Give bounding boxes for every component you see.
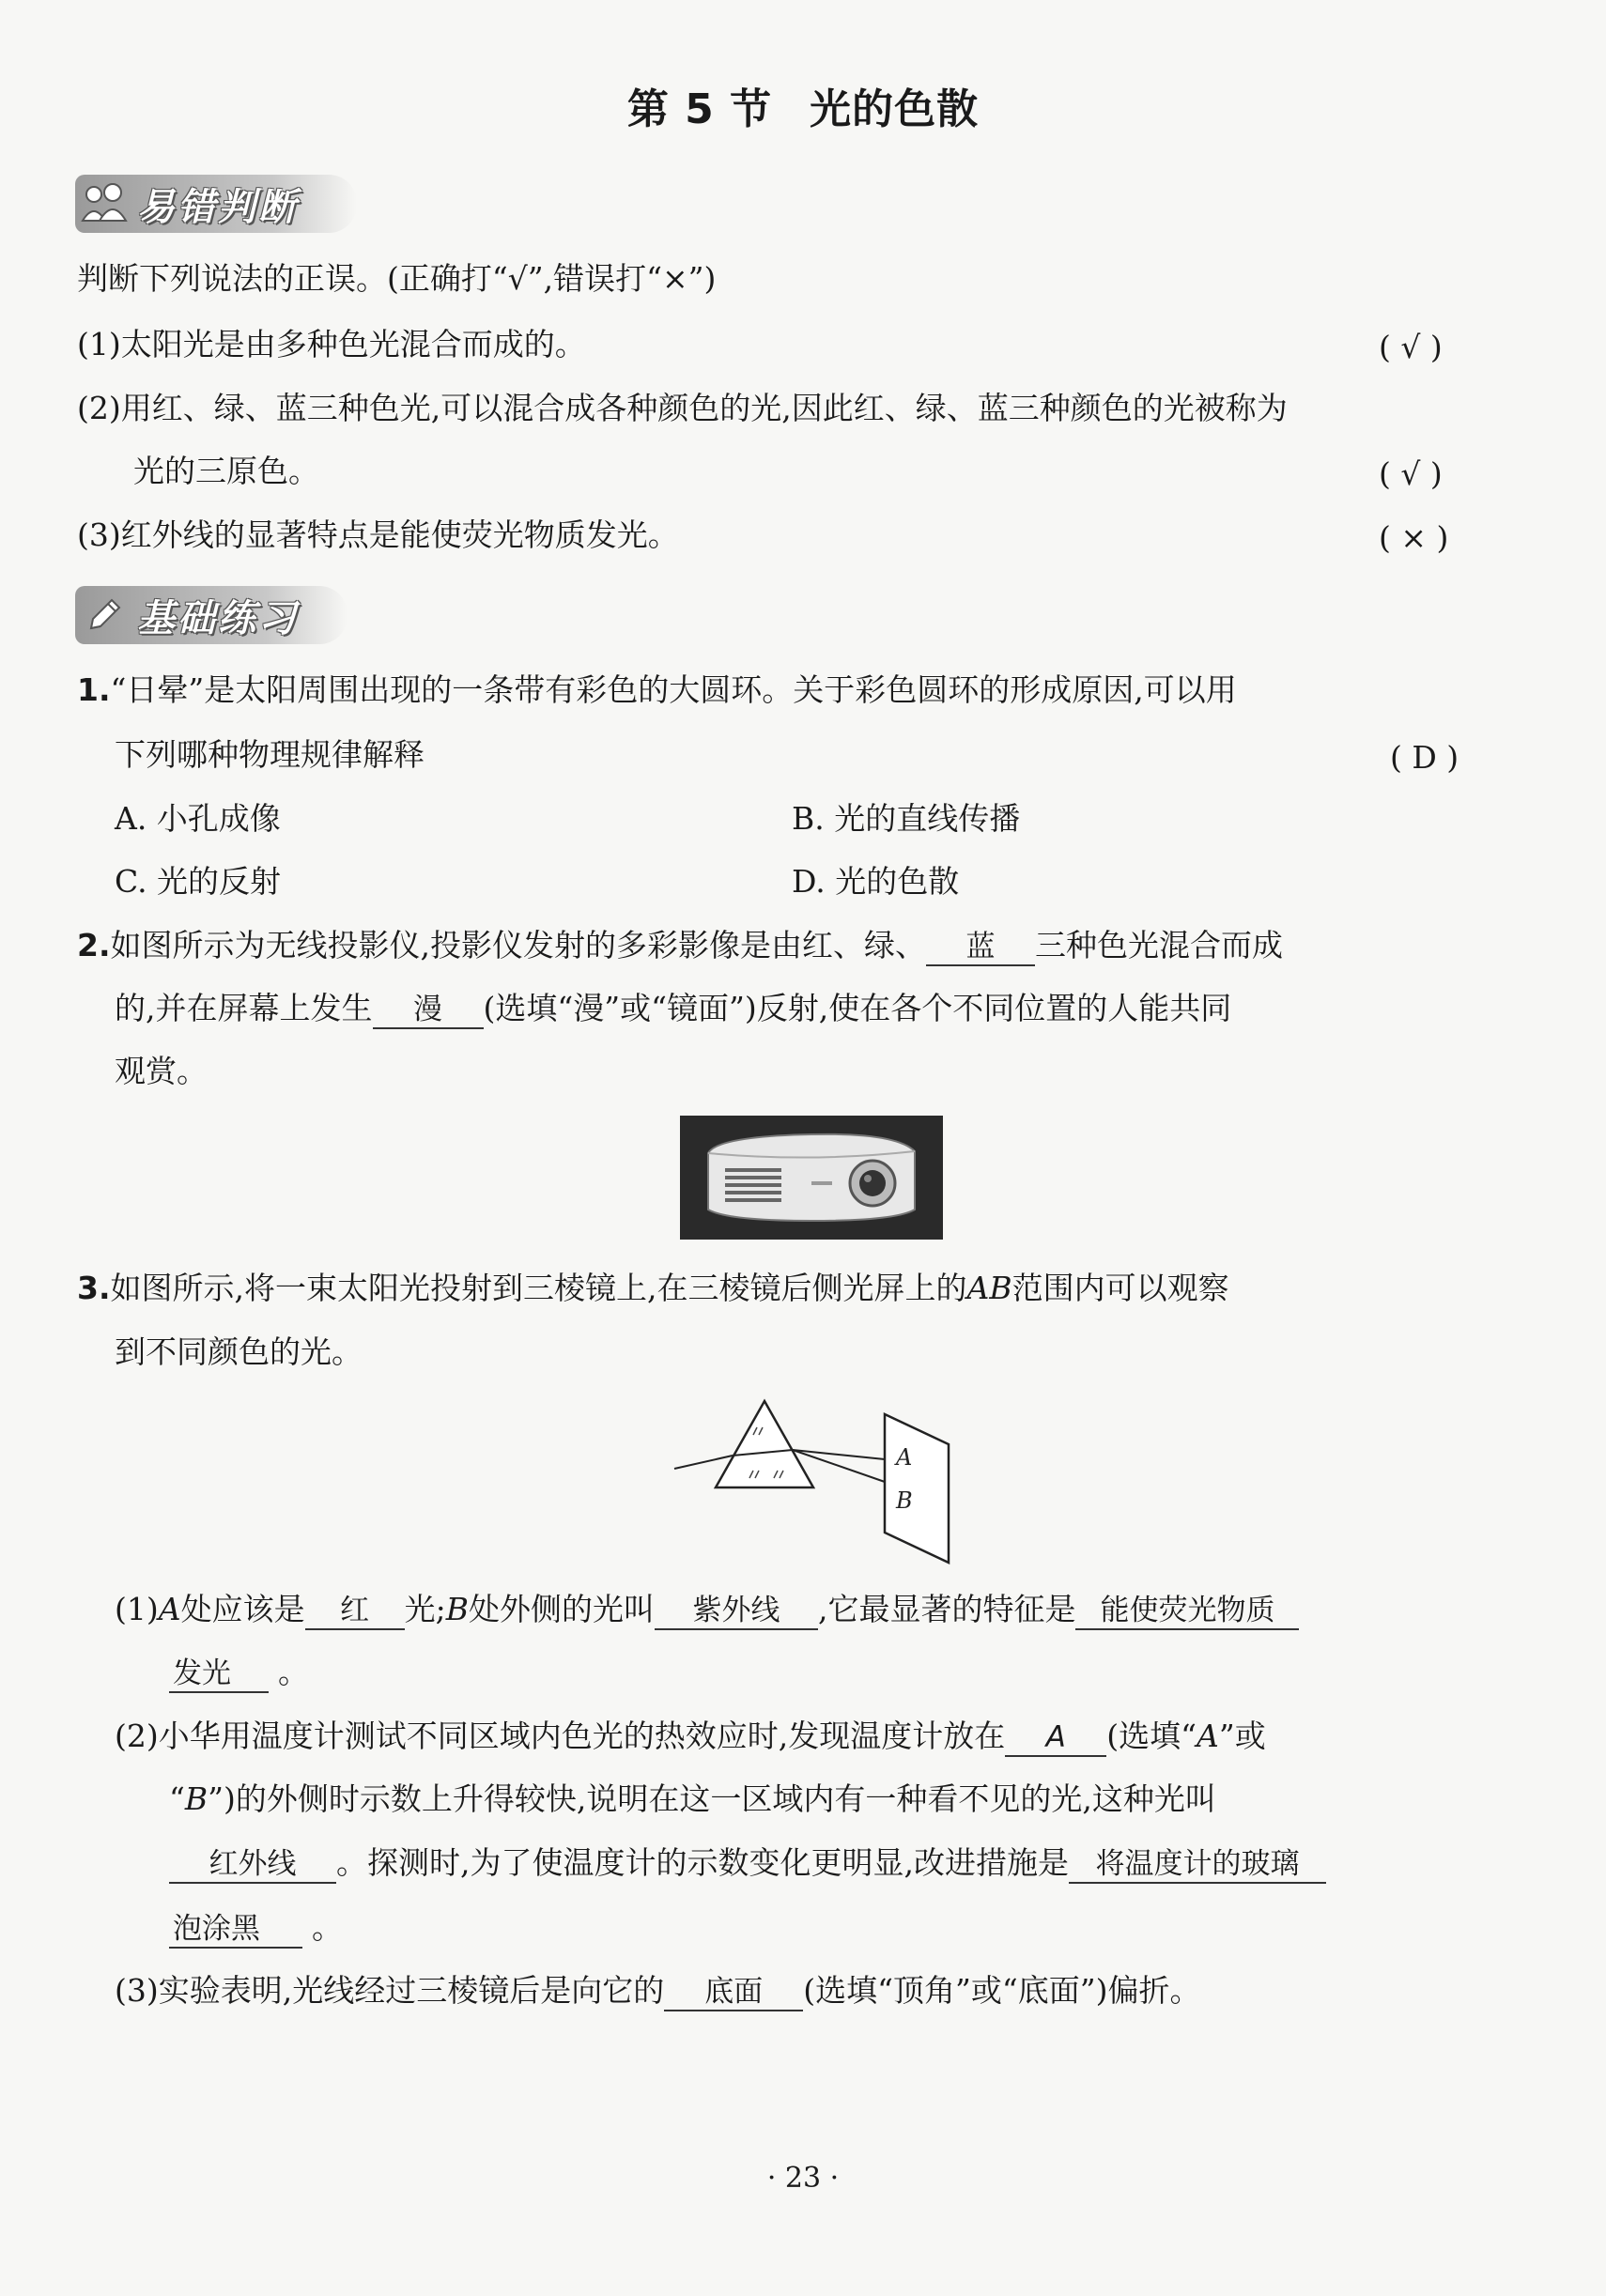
question-text: 光; (404, 1591, 446, 1627)
question-text: (3)实验表明,光线经过三棱镜后是向它的 (115, 1972, 665, 2009)
question-1-answer-mark: ( D ) (1390, 739, 1459, 776)
prism-diagram (667, 1397, 958, 1566)
question-number: 1. (77, 671, 111, 708)
question-text: (选填“ (1106, 1718, 1197, 1754)
question-3-part-3 (115, 1972, 1201, 2011)
option-a: A. 小孔成像 (115, 800, 281, 837)
page-number: · 23 · (766, 2162, 840, 2195)
label-a: A (896, 1444, 913, 1471)
question-number: 3. (77, 1270, 111, 1306)
banner-label: 易错判断 (137, 185, 299, 229)
question-3-part-2-line-1 (115, 1720, 1266, 1757)
question-text: “日晕”是太阳周围出现的一条带有彩色的大圆环。关于彩色圆环的形成原因,可以用 (110, 671, 1237, 708)
answer-blank: 红外线 (169, 1848, 336, 1884)
question-text: 如图所示,将一束太阳光投射到三棱镜上,在三棱镜后侧光屏上的 (110, 1270, 967, 1306)
answer-blank: 紫外线 (655, 1595, 818, 1630)
judgement-mark-3: ( × ) (1379, 519, 1449, 556)
question-text: 范围内可以观察 (1011, 1270, 1229, 1306)
question-2-line-3: 观赏。 (115, 1053, 208, 1089)
label-b: B (896, 1487, 913, 1514)
section-banner-basic-practice (75, 586, 347, 644)
question-3-part-2-line-3 (169, 1844, 1326, 1884)
question-text: ,它最显著的特征是 (817, 1591, 1076, 1627)
judgement-item-3: (3)红外线的显著特点是能使荧光物质发光。 (77, 516, 679, 553)
range-label: AB (966, 1270, 1012, 1306)
question-text: 如图所示为无线投影仪,投影仪发射的多彩影像是由红、绿、 (110, 927, 926, 963)
section-banner-error-judgement (75, 175, 357, 233)
answer-blank: 泡涂黑 (169, 1913, 302, 1949)
section-name: 光的色散 (810, 85, 980, 133)
question-text: ”或 (1218, 1718, 1266, 1754)
judgement-mark-1: ( √ ) (1379, 329, 1443, 365)
judgement-item-2-cont: 光的三原色。 (133, 453, 319, 489)
answer-blank: 能使荧光物质 (1075, 1595, 1299, 1630)
question-text: 。 (312, 1909, 343, 1946)
point-label: A (1196, 1718, 1219, 1754)
question-text: 处应该是 (180, 1591, 305, 1627)
point-label: B (445, 1591, 469, 1627)
question-number: 2. (77, 927, 111, 963)
question-text: ”)的外侧时示数上升得较快,说明在这一区域内有一种看不见的光,这种光叫 (208, 1780, 1216, 1817)
judgement-item-2: (2)用红、绿、蓝三种色光,可以混合成各种颜色的光,因此红、绿、蓝三种颜色的光被称为 (77, 390, 1288, 426)
pencil-icon (79, 590, 130, 640)
answer-blank: 红 (305, 1595, 405, 1630)
question-3-part-1-line-2 (169, 1654, 309, 1693)
question-3-line-1 (77, 1270, 1229, 1306)
point-label: A (158, 1591, 181, 1627)
question-3-part-2-line-2 (169, 1780, 1216, 1817)
section-number: 第 5 节 (626, 85, 773, 133)
question-text: “ (169, 1780, 185, 1817)
question-2-line-2 (115, 990, 1232, 1029)
judgement-mark-2: ( √ ) (1379, 455, 1443, 492)
question-text: (选填“顶角”或“底面”)偏折。 (803, 1972, 1201, 2009)
question-text: 。 (278, 1654, 309, 1690)
question-1-line-2: 下列哪种物理规律解释 (115, 736, 425, 773)
question-3-part-1-line-1 (115, 1591, 1299, 1630)
question-text: (2)小华用温度计测试不同区域内色光的热效应时,发现温度计放在 (115, 1718, 1006, 1754)
question-3-line-2: 到不同颜色的光。 (115, 1333, 363, 1370)
question-text: 的,并在屏幕上发生 (115, 990, 373, 1026)
part-number: (1) (115, 1591, 159, 1627)
judgement-instructions: 判断下列说法的正误。(正确打“√”,错误打“×”) (77, 260, 717, 297)
question-text: 三种色光混合而成 (1035, 927, 1283, 963)
question-2-line-1 (77, 927, 1283, 966)
answer-blank: A (1005, 1721, 1106, 1757)
question-1-line-1 (77, 671, 1237, 708)
answer-blank: 底面 (664, 1976, 803, 2011)
answer-blank: 将温度计的玻璃 (1069, 1848, 1326, 1884)
judgement-item-1: (1)太阳光是由多种色光混合而成的。 (77, 326, 586, 362)
question-text: 处外侧的光叫 (468, 1591, 655, 1627)
people-icon (79, 178, 130, 229)
question-text: (选填“漫”或“镜面”)反射,使在各个不同位置的人能共同 (483, 990, 1232, 1026)
option-c: C. 光的反射 (115, 863, 282, 900)
question-3-part-2-line-4 (169, 1909, 343, 1949)
banner-label: 基础练习 (137, 596, 299, 640)
point-label: B (184, 1780, 208, 1817)
question-text: 。探测时,为了使温度计的示数变化更明显,改进措施是 (336, 1844, 1069, 1881)
option-b: B. 光的直线传播 (792, 800, 1021, 837)
projector-photo (680, 1116, 943, 1240)
answer-blank: 发光 (169, 1657, 269, 1693)
option-d: D. 光的色散 (792, 863, 960, 900)
answer-blank: 蓝 (926, 931, 1035, 966)
page-title (0, 75, 1606, 135)
answer-blank: 漫 (373, 994, 484, 1029)
